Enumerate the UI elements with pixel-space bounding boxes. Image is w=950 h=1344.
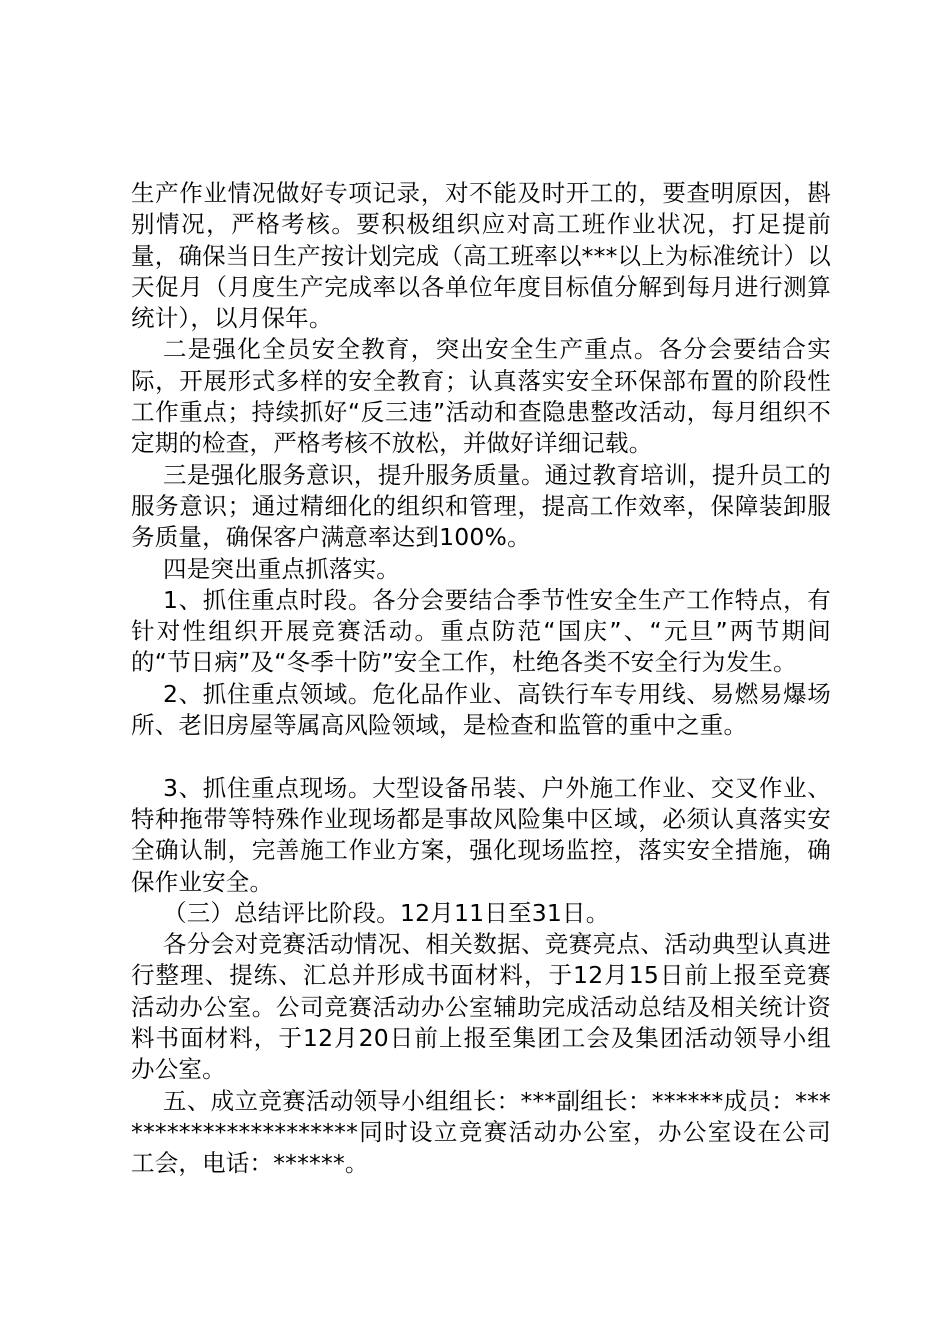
paragraph-summary-stage: （三）总结评比阶段。12月11日至31日。 <box>163 898 610 927</box>
paragraph-key-sites: 3、抓住重点现场。大型设备吊装、户外施工作业、交叉作业、特种拖带等特殊作业现场都是事故风险集中区域，必须认真落实安全确认制，完善施工作业方案，强化现场监控，落实安全措施，确保作业安全。 <box>131 773 831 896</box>
paragraph-key-areas: 2、抓住重点领域。危化品作业、高铁行车专用线、易燃易爆场所、老旧房屋等属高风险领域，是检查和监管的重中之重。 <box>131 679 831 740</box>
paragraph-summary-details: 各分会对竞赛活动情况、相关数据、竞赛亮点、活动典型认真进行整理、提练、汇总并形成书面材料，于12月15日前上报至竞赛活动办公室。公司竞赛活动办公室辅助完成活动总结及相关统计资料书面材料，于12月20日前上报至集团工会及集团活动领导小组办公室。 <box>131 930 831 1084</box>
document-body <box>131 178 831 1180</box>
paragraph-production-records: 生产作业情况做好专项记录，对不能及时开工的，要查明原因，斟别情况，严格考核。要积极组织应对高工班作业状况，打足提前量，确保当日生产按计划完成（高工班率以***以上为标准统计）以天促月（月度生产完成率以各单位年度目标值分解到每月进行测算统计），以月保年。 <box>131 179 831 333</box>
paragraph-leadership-group: 五、成立竞赛活动领导小组组长：***副组长：******成员：**********************同时设立竞赛活动办公室，办公室设在公司工会，电话：******。 <box>131 1086 831 1178</box>
paragraph-key-points-heading: 四是突出重点抓落实。 <box>163 554 400 583</box>
paragraph-service-awareness: 三是强化服务意识，提升服务质量。通过教育培训，提升员工的服务意识；通过精细化的组织和管理，提高工作效率，保障装卸服务质量，确保客户满意率达到100%。 <box>131 460 831 552</box>
paragraph-key-periods: 1、抓住重点时段。各分会要结合季节性安全生产工作特点，有针对性组织开展竞赛活动。重点防范“国庆”、“元旦”两节期间的“节日病”及“冬季十防”安全工作，杜绝各类不安全行为发生。 <box>131 585 831 677</box>
paragraph-safety-education: 二是强化全员安全教育，突出安全生产重点。各分会要结合实际，开展形式多样的安全教育；认真落实安全环保部布置的阶段性工作重点；持续抓好“反三违”活动和查隐患整改活动，每月组织不定期的检查，严格考核不放松，并做好详细记载。 <box>131 335 831 458</box>
